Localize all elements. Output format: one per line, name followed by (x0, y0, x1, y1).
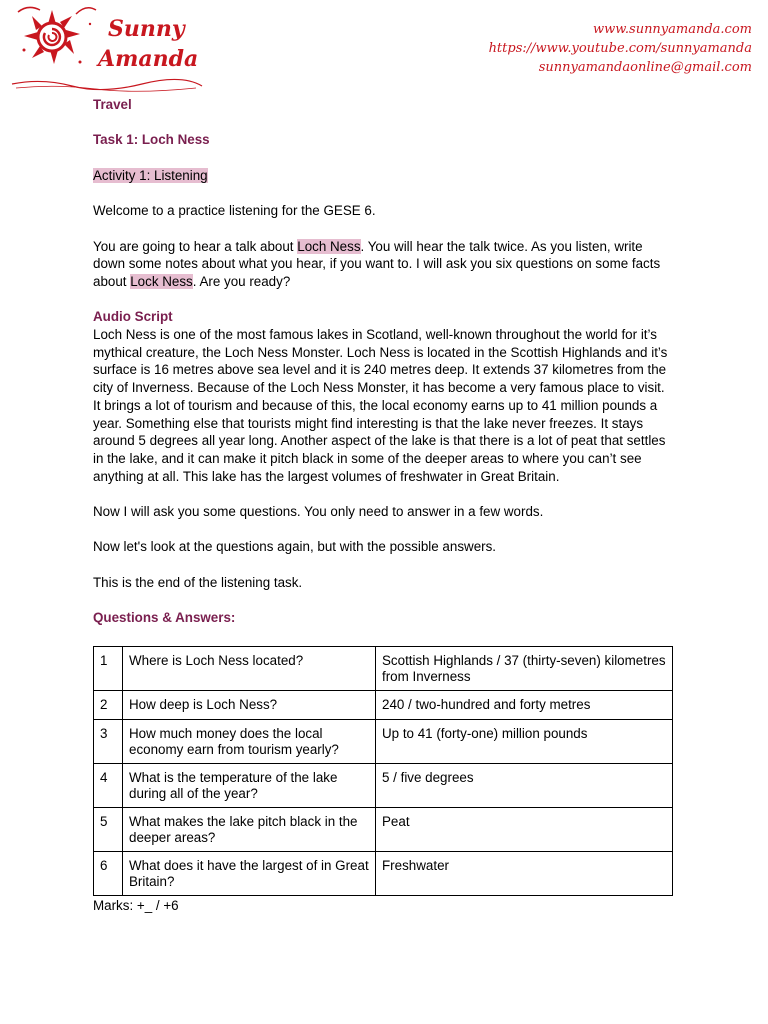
question-number: 6 (94, 852, 123, 896)
table-row (94, 852, 673, 896)
question-cell: How much money does the local economy earn from tourism yearly? (123, 720, 376, 764)
youtube-link[interactable]: https://www.youtube.com/sunnyamanda (488, 41, 752, 56)
answer-cell: Freshwater (376, 852, 673, 896)
logo-text-sunny: Sunny (108, 16, 185, 42)
question-cell: What is the temperature of the lake during all of the year? (123, 764, 376, 808)
answer-cell: Peat (376, 808, 673, 852)
question-cell: What makes the lake pitch black in the deeper areas? (123, 808, 376, 852)
logo (10, 2, 205, 92)
qa-table (93, 646, 673, 896)
intro-text-1: You are going to hear a talk about (93, 238, 298, 254)
intro-paragraph (93, 238, 675, 291)
question-number: 5 (94, 808, 123, 852)
question-number: 4 (94, 764, 123, 808)
question-cell: Where is Loch Ness located? (123, 647, 376, 691)
question-number: 2 (94, 691, 123, 720)
again-instruction: Now let's look at the questions again, but with the possible answers. (93, 539, 497, 555)
answer-cell: 240 / two-hundred and forty metres (376, 691, 673, 720)
intro-text-2: . You will hear the talk twice. As you listen, write down some notes about what you hear, if you want to. I will ask you six questions on some facts about (93, 238, 661, 289)
qa-heading: Questions & Answers: (93, 610, 236, 626)
logo-text-amanda: Amanda (98, 46, 199, 72)
question-number: 1 (94, 647, 123, 691)
activity-label: Activity 1: Listening (93, 167, 208, 183)
table-row (94, 720, 673, 764)
task-heading: Task 1: Loch Ness (93, 132, 210, 148)
question-cell: How deep is Loch Ness? (123, 691, 376, 720)
highlight-lock-ness: Lock Ness (130, 273, 193, 289)
answer-cell: Up to 41 (forty-one) million pounds (376, 720, 673, 764)
website-link[interactable]: www.sunnyamanda.com (593, 22, 752, 37)
welcome-text: Welcome to a practice listening for the GESE 6. (93, 203, 376, 219)
ask-instruction: Now I will ask you some questions. You only need to answer in a few words. (93, 504, 544, 520)
audio-script-text: Loch Ness is one of the most famous lakes in Scotland, well-known throughout the world for it’s mythical creature, the Loch Ness Monster. Loch Ness is located in the Scottish Highlands and it’s surface is 16 metres above sea level and it is 240 metres deep. It extends 37 kilometres from the city of Inverness. Because of the Loch Ness Monster, it has become a very famous place to visit. It brings a lot of tourism and because of this, the local economy earns up to 41 million pounds a year. Something else that tourists might find interesting is that the lake never freezes. It stays around 5 degrees all year long. Another aspect of the lake is that there is a lot of peat that settles in the lake, and it can make it pitch black in some of the deeper areas to where you can’t see anything at all. This lake has the largest volumes of freshwater in Great Britain. (93, 327, 668, 484)
document-body (93, 96, 675, 627)
table-row (94, 764, 673, 808)
table-row (94, 691, 673, 720)
email-link[interactable]: sunnyamandaonline@gmail.com (538, 60, 752, 75)
answer-cell: Scottish Highlands / 37 (thirty-seven) kilometres from Inverness (376, 647, 673, 691)
question-cell: What does it have the largest of in Great Britain? (123, 852, 376, 896)
activity-heading (93, 167, 675, 185)
table-row (94, 808, 673, 852)
intro-text-3: . Are you ready? (192, 273, 291, 289)
topic-heading: Travel (93, 97, 132, 112)
end-text: This is the end of the listening task. (93, 574, 303, 590)
answer-cell: 5 / five degrees (376, 764, 673, 808)
question-number: 3 (94, 720, 123, 764)
highlight-loch-ness: Loch Ness (297, 238, 361, 254)
audio-script-heading: Audio Script (93, 309, 173, 325)
table-row (94, 647, 673, 691)
contact-block (489, 20, 752, 77)
marks-text: Marks: +_ / +6 (93, 898, 179, 913)
